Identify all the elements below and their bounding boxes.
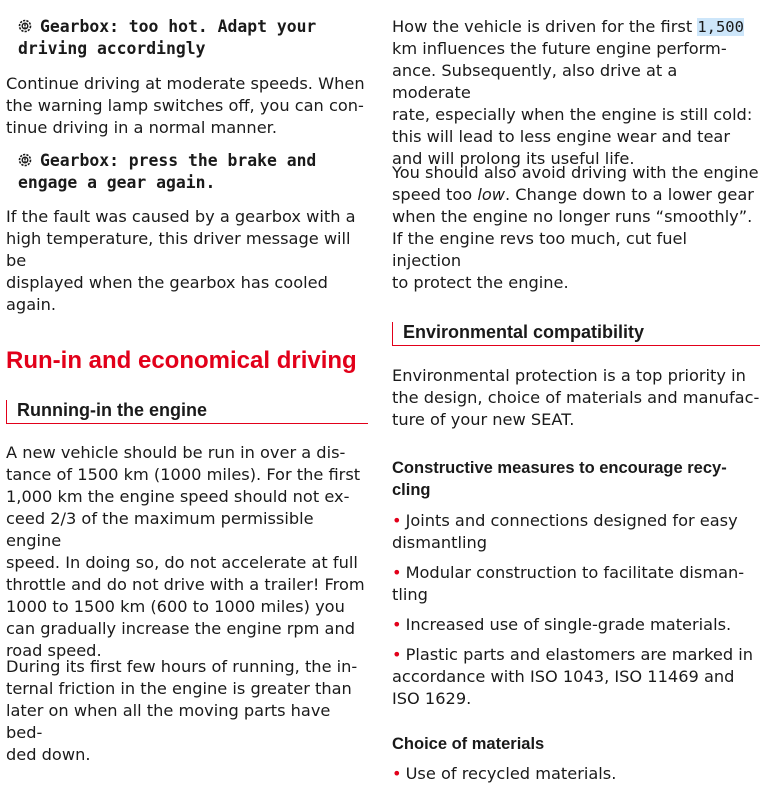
bullet-icon: •: [392, 645, 402, 664]
list-item: • Increased use of single-grade materials.: [392, 615, 732, 634]
list-item: • Use of recycled materials.: [392, 764, 617, 783]
section-title: Run-in and economical driving: [6, 347, 357, 374]
bullet-icon: •: [392, 563, 402, 582]
materials-bullet-list: [392, 763, 760, 785]
list-item: • Plastic parts and elastomers are marked in accordance with ISO 1043, ISO 11469 and ISO 1629.: [392, 645, 754, 708]
gearbox-hot-body: Continue driving at moderate speeds. When the warning lamp switches off, you can con- tinue driving in a normal manner.: [6, 74, 365, 137]
bullet-icon: •: [392, 764, 402, 783]
bullet-icon: •: [392, 615, 402, 634]
list-item: • Modular construction to facilitate disman- tling: [392, 563, 745, 604]
gearbox-brake-heading: Gearbox: press the brake and engage a gear again.: [18, 151, 317, 192]
list-item: • Joints and connections designed for easy dismantling: [392, 511, 738, 552]
recycling-bullet-list: [392, 510, 760, 710]
highlighted-text[interactable]: 1,500: [697, 18, 744, 36]
engine-performance-paragraph: How the vehicle is driven for the first 1,500 km influences the future engine perform- ance. Subsequently, also drive at a moderate rate, especially when the engine is still cold: this will lead to less engine wear and tear and will prolong its useful life.: [392, 17, 753, 168]
materials-heading: Choice of materials: [392, 735, 545, 753]
running-in-heading: Running-in the engine: [6, 400, 368, 424]
recycling-heading: Constructive measures to encourage recy- cling: [392, 459, 727, 499]
environmental-paragraph: Environmental protection is a top priority in the design, choice of materials and manufac- ture of your new SEAT.: [392, 366, 760, 429]
gear-warning-icon: [18, 153, 32, 167]
environmental-heading: Environmental compatibility: [392, 322, 760, 346]
gear-warning-icon: [18, 19, 32, 33]
gearbox-hot-heading: Gearbox: too hot. Adapt your driving accordingly: [18, 17, 317, 58]
running-in-paragraph-1: A new vehicle should be run in over a dis- tance of 1500 km (1000 miles). For the first 1,000 km the engine speed should not ex- ceed 2/3 of the maximum permissible engine speed. In doing so, do not accelerate at full throttle and do not drive with a trailer! From 1000 to 1500 km (600 to 1000 miles) you can gradually increase the engine rpm and road speed.: [6, 443, 365, 660]
gearbox-brake-body: If the fault was caused by a gearbox with a high temperature, this driver message will be displayed when the gearbox has cooled again.: [6, 207, 356, 314]
heading-rule: [7, 423, 368, 425]
engine-speed-paragraph: You should also avoid driving with the engine speed too low. Change down to a lower gear when the engine no longer runs “smoothly”. If the engine revs too much, cut fuel injection to protect the engine.: [392, 163, 759, 292]
bullet-icon: •: [392, 511, 402, 530]
running-in-paragraph-2: During its first few hours of running, the in- ternal friction in the engine is greater than later on when all the moving parts have bed- ded down.: [6, 657, 358, 764]
heading-rule: [393, 345, 760, 347]
